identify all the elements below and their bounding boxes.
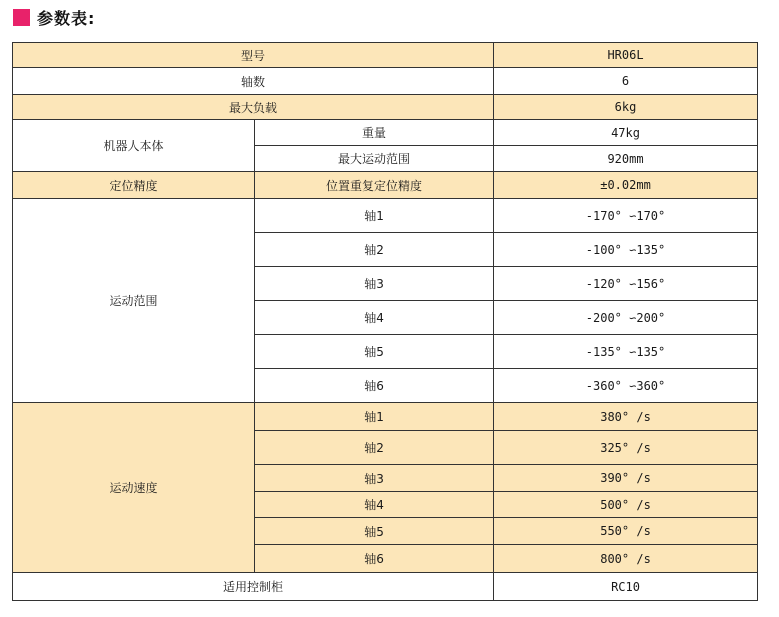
pink-square-icon (13, 9, 30, 26)
range-axis-label: 轴5 (255, 335, 494, 369)
section-heading (13, 6, 95, 28)
range-axis-label: 轴1 (255, 199, 494, 233)
speed-axis-label: 轴5 (255, 518, 494, 545)
range-axis-label: 轴6 (255, 369, 494, 403)
range-axis-label: 轴4 (255, 301, 494, 335)
speed-axis-value: 500° /s (494, 492, 758, 518)
speed-axis-value: 800° /s (494, 545, 758, 573)
speed-axis-value: 325° /s (494, 431, 758, 465)
table-row (13, 199, 758, 233)
speed-axis-label: 轴6 (255, 545, 494, 573)
range-axis-label: 轴3 (255, 267, 494, 301)
table-row (13, 95, 758, 120)
robot-body-label: 机器人本体 (13, 120, 255, 172)
table-row (13, 68, 758, 95)
heading-title: 参数表: (37, 8, 96, 28)
repeatability-value: ±0.02mm (494, 172, 758, 199)
speed-axis-label: 轴3 (255, 465, 494, 492)
model-label: 型号 (13, 43, 494, 68)
table-row (13, 403, 758, 431)
table-row (13, 172, 758, 199)
axes-value: 6 (494, 68, 758, 95)
range-axis-value: -100° ∽135° (494, 233, 758, 267)
speed-axis-value: 380° /s (494, 403, 758, 431)
range-axis-value: -200° ∽200° (494, 301, 758, 335)
speed-axis-label: 轴2 (255, 431, 494, 465)
table-row (13, 573, 758, 601)
reach-value: 920mm (494, 146, 758, 172)
speed-axis-label: 轴4 (255, 492, 494, 518)
table-row (13, 43, 758, 68)
weight-value: 47kg (494, 120, 758, 146)
range-axis-value: -360° ∽360° (494, 369, 758, 403)
range-axis-value: -135° ∽135° (494, 335, 758, 369)
controller-label: 适用控制柜 (13, 573, 494, 601)
positioning-label: 定位精度 (13, 172, 255, 199)
payload-label: 最大负载 (13, 95, 494, 120)
speed-axis-value: 390° /s (494, 465, 758, 492)
speed-axis-value: 550° /s (494, 518, 758, 545)
motion-speed-label: 运动速度 (13, 403, 255, 573)
range-axis-value: -170° ∽170° (494, 199, 758, 233)
speed-axis-label: 轴1 (255, 403, 494, 431)
range-axis-label: 轴2 (255, 233, 494, 267)
range-axis-value: -120° ∽156° (494, 267, 758, 301)
model-value: HR06L (494, 43, 758, 68)
controller-value: RC10 (494, 573, 758, 601)
payload-value: 6kg (494, 95, 758, 120)
weight-label: 重量 (255, 120, 494, 146)
axes-label: 轴数 (13, 68, 494, 95)
reach-label: 最大运动范围 (255, 146, 494, 172)
table-row (13, 120, 758, 146)
motion-range-label: 运动范围 (13, 199, 255, 403)
parameter-table (12, 42, 758, 601)
repeatability-label: 位置重复定位精度 (255, 172, 494, 199)
